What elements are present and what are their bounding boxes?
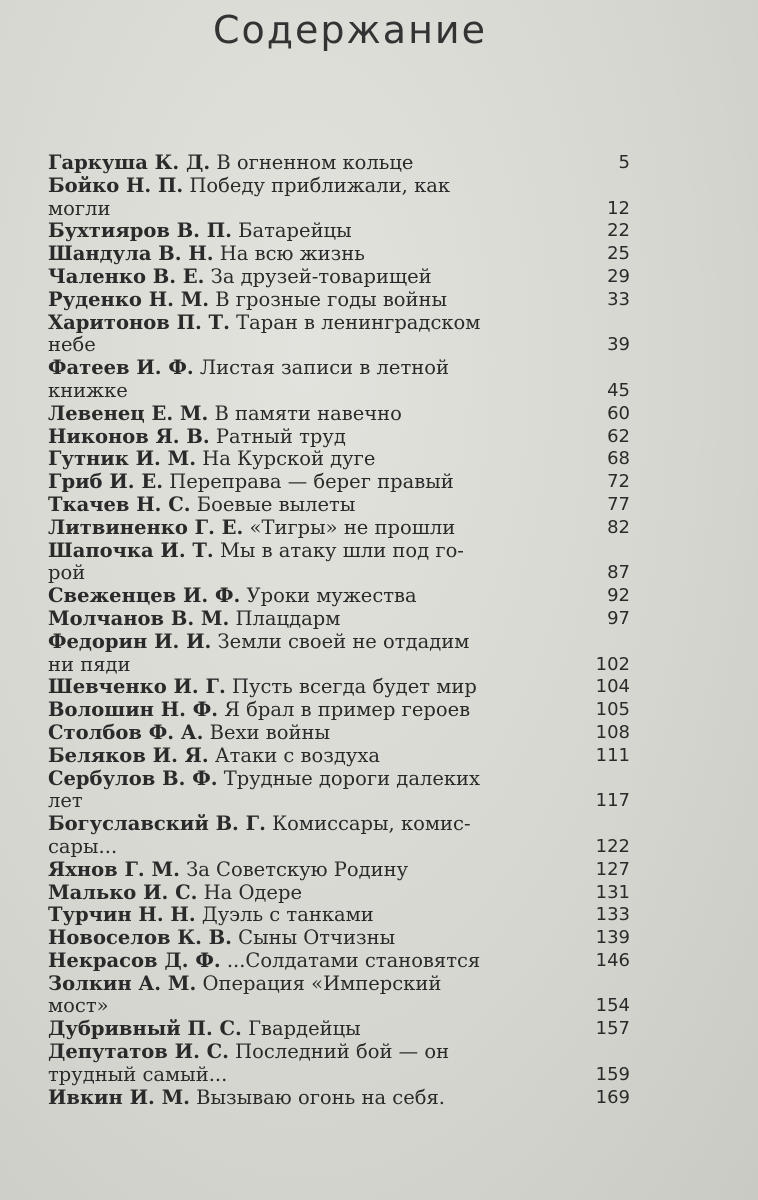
toc-author: Шандула В. Н. xyxy=(48,242,214,266)
toc-page-number: 104 xyxy=(595,676,630,698)
toc-entry xyxy=(48,152,648,175)
toc-entry xyxy=(48,631,648,677)
toc-title: Последний бой — он xyxy=(235,1040,450,1064)
toc-page-number: 22 xyxy=(607,220,630,242)
toc-author: Федорин И. И. xyxy=(48,629,212,653)
toc-page-number: 82 xyxy=(607,516,630,538)
toc-author: Дубривный П. С. xyxy=(48,1017,242,1041)
toc-title: В грозные годы войны xyxy=(215,287,448,311)
toc-page-number: 131 xyxy=(595,881,630,903)
toc-author: Волошин Н. Ф. xyxy=(48,698,219,722)
toc-author: Шевченко И. Г. xyxy=(48,675,226,699)
toc-page-number: 139 xyxy=(595,927,630,949)
toc-title: Уроки мужества xyxy=(246,584,417,608)
toc-title: Мы в атаку шли под го- xyxy=(219,538,464,562)
toc-entry-line xyxy=(48,266,578,289)
toc-author: Гутник И. М. xyxy=(48,447,197,471)
toc-author: Бухтияров В. П. xyxy=(48,219,232,243)
toc-entry xyxy=(48,768,648,814)
toc-entry-line xyxy=(48,494,578,517)
toc-entry-line xyxy=(48,1041,578,1064)
toc-page-number: 33 xyxy=(607,288,630,310)
toc-entry xyxy=(48,266,648,289)
toc-author: Левенец Е. М. xyxy=(48,401,209,425)
toc-entry xyxy=(48,1087,648,1110)
toc-entry xyxy=(48,312,648,358)
toc-author: Богуславский В. Г. xyxy=(48,812,266,836)
toc-entry-line xyxy=(48,813,578,836)
table-of-contents xyxy=(48,152,648,1109)
toc-entry-line xyxy=(48,859,578,882)
toc-entry xyxy=(48,973,648,1019)
toc-page-number: 68 xyxy=(607,448,630,470)
toc-entry xyxy=(48,517,648,540)
toc-page-number: 97 xyxy=(607,607,630,629)
toc-entry-line xyxy=(48,950,578,973)
toc-entry xyxy=(48,1041,648,1087)
toc-entry-line xyxy=(48,1087,578,1110)
toc-author: Гриб И. Е. xyxy=(48,470,164,494)
toc-entry xyxy=(48,585,648,608)
toc-title: «Тигры» не прошли xyxy=(249,515,456,539)
toc-author: Фатеев И. Ф. xyxy=(48,356,194,380)
toc-author: Свеженцев И. Ф. xyxy=(48,584,241,608)
page-title: Содержание xyxy=(213,8,487,52)
toc-title-continuation: ни пяди xyxy=(48,652,131,676)
toc-entry-line xyxy=(48,676,578,699)
toc-title: Плацдарм xyxy=(235,606,341,630)
toc-entry xyxy=(48,426,648,449)
toc-author: Литвиненко Г. Е. xyxy=(48,515,244,539)
toc-entry xyxy=(48,699,648,722)
toc-author: Новоселов К. В. xyxy=(48,926,232,950)
toc-entry-line xyxy=(48,1018,578,1041)
toc-page-number: 29 xyxy=(607,265,630,287)
toc-page-number: 117 xyxy=(595,790,630,812)
toc-entry xyxy=(48,859,648,882)
toc-page-number: 111 xyxy=(595,744,630,766)
toc-author: Молчанов В. М. xyxy=(48,606,230,630)
toc-title: Победу приближали, как xyxy=(189,173,451,197)
toc-entry-line xyxy=(48,448,578,471)
toc-author: Столбов Ф. А. xyxy=(48,720,204,744)
toc-page-number: 87 xyxy=(607,562,630,584)
toc-title: На Одере xyxy=(203,880,302,904)
toc-title: На всю жизнь xyxy=(219,242,365,266)
toc-title: За друзей-товарищей xyxy=(210,264,432,288)
toc-title-continuation: трудный самый... xyxy=(48,1062,228,1086)
toc-entry-line xyxy=(48,585,578,608)
toc-title-continuation: мост» xyxy=(48,994,109,1018)
toc-title: Пусть всегда будет мир xyxy=(231,675,477,699)
toc-entry xyxy=(48,904,648,927)
toc-page-number: 77 xyxy=(607,493,630,515)
toc-author: Харитонов П. Т. xyxy=(48,310,230,334)
toc-title: Трудные дороги далеких xyxy=(223,766,481,790)
toc-title: Вехи войны xyxy=(209,720,330,744)
toc-author: Ткачев Н. С. xyxy=(48,492,191,516)
toc-title: Батарейцы xyxy=(238,219,352,243)
toc-entry xyxy=(48,722,648,745)
toc-title: На Курской дуге xyxy=(202,447,376,471)
toc-title: Переправа — берег правый xyxy=(169,470,454,494)
toc-entry-line xyxy=(48,927,578,950)
toc-entry-line xyxy=(48,699,578,722)
toc-entry-line xyxy=(48,243,578,266)
toc-page-number: 12 xyxy=(607,197,630,219)
toc-author: Турчин Н. Н. xyxy=(48,903,196,927)
toc-title: Дуэль с танками xyxy=(201,903,374,927)
toc-entry xyxy=(48,243,648,266)
toc-entry xyxy=(48,1018,648,1041)
toc-entry xyxy=(48,882,648,905)
toc-entry xyxy=(48,357,648,403)
toc-entry-line xyxy=(48,722,578,745)
toc-author: Руденко Н. М. xyxy=(48,287,210,311)
toc-title: Листая записи в летной xyxy=(199,356,449,380)
toc-page-number: 157 xyxy=(595,1018,630,1040)
toc-entry xyxy=(48,448,648,471)
toc-entry-line xyxy=(48,289,578,312)
toc-page-number: 169 xyxy=(595,1086,630,1108)
toc-author: Яхнов Г. М. xyxy=(48,857,180,881)
toc-page-number: 92 xyxy=(607,585,630,607)
toc-title: За Советскую Родину xyxy=(186,857,409,881)
toc-page-number: 108 xyxy=(595,721,630,743)
toc-title: Комиссары, комис- xyxy=(272,812,471,836)
toc-title: Таран в ленинградском xyxy=(236,310,481,334)
toc-title: В огненном кольце xyxy=(216,151,414,174)
toc-author: Сербулов В. Ф. xyxy=(48,766,218,790)
toc-author: Депутатов И. С. xyxy=(48,1040,229,1064)
toc-entry-line xyxy=(48,768,578,791)
toc-entry xyxy=(48,494,648,517)
toc-entry xyxy=(48,220,648,243)
toc-entry xyxy=(48,608,648,631)
toc-entry-line xyxy=(48,426,578,449)
toc-entry xyxy=(48,175,648,221)
toc-page-number: 105 xyxy=(595,699,630,721)
toc-title: Я брал в пример героев xyxy=(224,698,471,722)
toc-entry xyxy=(48,950,648,973)
toc-entry-line xyxy=(48,175,578,198)
toc-entry-line xyxy=(48,882,578,905)
toc-title-continuation: сары... xyxy=(48,834,118,858)
toc-author: Никонов Я. В. xyxy=(48,424,210,448)
toc-title-continuation: небе xyxy=(48,333,96,357)
toc-entry-line xyxy=(48,152,578,175)
toc-title: Операция «Имперский xyxy=(202,971,442,995)
toc-entry xyxy=(48,813,648,859)
toc-page-number: 122 xyxy=(595,835,630,857)
toc-page-number: 127 xyxy=(595,858,630,880)
toc-title: Сыны Отчизны xyxy=(238,926,396,950)
toc-title: ...Солдатами становятся xyxy=(226,948,481,972)
toc-author: Гаркуша К. Д. xyxy=(48,151,211,174)
toc-entry-line xyxy=(48,973,578,996)
toc-entry-line xyxy=(48,631,578,654)
toc-entry-line xyxy=(48,904,578,927)
toc-entry xyxy=(48,403,648,426)
toc-page-number: 146 xyxy=(595,949,630,971)
toc-entry-line xyxy=(48,312,578,335)
toc-entry-line xyxy=(48,540,578,563)
toc-author: Золкин А. М. xyxy=(48,971,197,995)
toc-title: Атаки с воздуха xyxy=(214,743,380,767)
toc-entry-line xyxy=(48,471,578,494)
toc-page-number: 133 xyxy=(595,904,630,926)
toc-entry-line xyxy=(48,517,578,540)
toc-page-number: 39 xyxy=(607,334,630,356)
toc-author: Малько И. С. xyxy=(48,880,198,904)
toc-title-continuation: лет xyxy=(48,789,83,813)
toc-title: Ратный труд xyxy=(215,424,346,448)
toc-entry-line xyxy=(48,220,578,243)
toc-entry-line xyxy=(48,357,578,380)
toc-entry xyxy=(48,676,648,699)
toc-author: Чаленко В. Е. xyxy=(48,264,205,288)
toc-title-continuation: рой xyxy=(48,561,86,585)
toc-entry-line xyxy=(48,608,578,631)
toc-entry xyxy=(48,471,648,494)
toc-page-number: 60 xyxy=(607,402,630,424)
toc-page-number: 5 xyxy=(618,152,630,173)
toc-entry xyxy=(48,289,648,312)
toc-page-number: 45 xyxy=(607,379,630,401)
toc-title: Вызываю огонь на себя. xyxy=(196,1085,445,1109)
toc-page-number: 72 xyxy=(607,471,630,493)
toc-entry xyxy=(48,927,648,950)
toc-author: Беляков И. Я. xyxy=(48,743,209,767)
toc-page-number: 159 xyxy=(595,1063,630,1085)
toc-title-continuation: книжке xyxy=(48,378,128,402)
toc-entry xyxy=(48,540,648,586)
toc-page-number: 102 xyxy=(595,653,630,675)
toc-title-continuation: могли xyxy=(48,196,111,220)
toc-title: В памяти навечно xyxy=(214,401,402,425)
toc-title: Земли своей не отдадим xyxy=(217,629,470,653)
toc-author: Бойко Н. П. xyxy=(48,173,184,197)
toc-page-number: 25 xyxy=(607,243,630,265)
toc-title: Боевые вылеты xyxy=(196,492,356,516)
toc-author: Шапочка И. Т. xyxy=(48,538,214,562)
toc-entry xyxy=(48,745,648,768)
toc-author: Некрасов Д. Ф. xyxy=(48,948,221,972)
toc-page-number: 154 xyxy=(595,995,630,1017)
toc-author: Ивкин И. М. xyxy=(48,1085,190,1109)
toc-page-number: 62 xyxy=(607,425,630,447)
toc-title: Гвардейцы xyxy=(248,1017,361,1041)
toc-entry-line xyxy=(48,403,578,426)
toc-entry-line xyxy=(48,745,578,768)
